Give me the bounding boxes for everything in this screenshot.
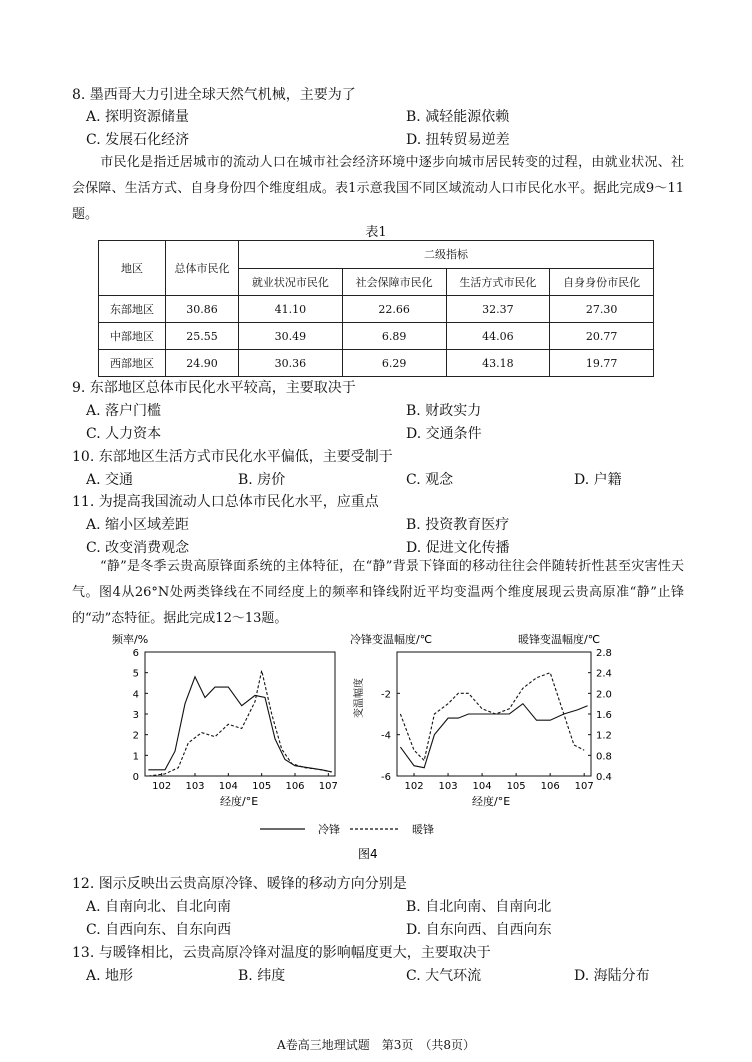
cell-value: 43.18 (446, 350, 550, 377)
right-right-y-axis-label: 暖锋变温幅度/℃ (518, 633, 601, 646)
q13-option-d: D. 海陆分布 (574, 968, 650, 984)
legend-cold-label: 冷锋 (318, 823, 340, 836)
right-x-tick-label: 103 (438, 781, 458, 792)
frequency-chart (112, 632, 338, 808)
figure-caption: 图4 (358, 847, 378, 861)
cell-value: 6.29 (342, 350, 446, 377)
cell-value: 41.10 (239, 296, 343, 323)
right-axis-tag: 变温幅度 (354, 678, 365, 718)
q8-option-a: A. 探明资源储量 (86, 109, 190, 125)
q9-option-b: B. 财政实力 (406, 403, 482, 419)
cell-value: 27.30 (550, 296, 654, 323)
q10-option-d: D. 户籍 (574, 472, 622, 488)
q9-option-c: C. 人力资本 (86, 426, 162, 442)
subheader-lifestyle: 生活方式市民化 (446, 268, 550, 296)
q9-option-d: D. 交通条件 (406, 426, 482, 442)
table-row (99, 323, 654, 350)
cell-value: 32.37 (446, 296, 550, 323)
table-caption: 表1 (365, 225, 387, 240)
legend-warm-label: 暖锋 (412, 823, 434, 836)
question-13-stem: 13. 与暖锋相比，云贵高原冷锋对温度的影响幅度更大，主要取决于 (72, 945, 491, 961)
cold-front-frequency-line (148, 677, 331, 772)
cell-value: 44.06 (446, 323, 550, 350)
q10-option-b: B. 房价 (238, 472, 286, 488)
left-y-tick-label: 6 (132, 648, 139, 659)
right-x-tick-label: 106 (540, 781, 560, 792)
question-12-stem: 12. 图示反映出云贵高原冷锋、暖锋的移动方向分别是 (72, 876, 407, 892)
question-11-stem: 11. 为提高我国流动人口总体市民化水平，应重点 (72, 494, 379, 510)
subheader-social-security: 社会保障市民化 (342, 268, 446, 296)
q12-option-d: D. 自东向西、自西向东 (406, 922, 552, 938)
cell-value: 19.77 (550, 350, 654, 377)
cell-region: 中部地区 (99, 323, 166, 350)
q8-option-b: B. 减轻能源依赖 (406, 109, 510, 125)
page-footer: A卷高三地理试题 第3页 （共8页） (277, 1038, 475, 1052)
left-y-axis-label: 频率/% (112, 633, 149, 646)
right-right-y-tick-label: 1.2 (596, 730, 612, 742)
right-x-axis-label: 经度/°E (472, 795, 511, 808)
left-x-tick-label: 105 (252, 781, 272, 792)
right-x-tick-label: 104 (472, 781, 492, 792)
passage-front (72, 554, 684, 632)
left-y-tick-label: 0 (132, 772, 139, 783)
left-x-tick-label: 106 (285, 781, 305, 792)
question-9-stem: 9. 东部地区总体市民化水平较高，主要取决于 (72, 380, 356, 396)
left-y-tick-label: 1 (132, 751, 139, 763)
passage-urbanization-text: 市民化是指迁居城市的流动人口在城市社会经济环境中逐步向城市居民转变的过程，由就业状况、社会保障、生活方式、自身身份四个维度组成。表1示意我国不同区域流动人口市民化水平。据此完成9～11题。 (72, 155, 684, 222)
passage-front-text: “静”是冬季云贵高原锋面系统的主体特征，在“静”背景下锋面的移动往往会伴随转折性甚至灾害性天气。图4从26°N处两类锋线在不同经度上的频率和锋线附近平均变温两个维度展现云贵高原准“静”止锋的“动”态特征。据此完成12～13题。 (72, 559, 684, 626)
q8-option-c: C. 发展石化经济 (86, 132, 190, 148)
right-left-y-tick-label: -2 (381, 689, 391, 701)
temperature-change-chart (350, 632, 612, 808)
right-left-y-tick-label: -6 (381, 772, 391, 783)
q13-option-c: C. 大气环流 (406, 968, 482, 984)
table-row (99, 296, 654, 323)
q13-option-b: B. 纬度 (238, 968, 286, 984)
right-x-tick-label: 102 (404, 781, 424, 792)
q10-option-c: C. 观念 (406, 472, 454, 488)
table-urbanization-level (98, 240, 654, 377)
left-x-tick-label: 102 (152, 781, 172, 792)
q9-option-a: A. 落户门槛 (86, 403, 162, 419)
cell-value: 6.89 (342, 323, 446, 350)
q13-option-a: A. 地形 (86, 968, 134, 984)
header-total: 总体市民化 (166, 241, 239, 296)
right-right-y-tick-label: 2.0 (596, 689, 612, 701)
left-y-tick-label: 5 (132, 668, 139, 680)
left-plot-frame (145, 652, 335, 776)
question-8-stem: 8. 墨西哥大力引进全球天然气机械，主要为了 (72, 87, 356, 103)
subheader-employment: 就业状况市民化 (239, 268, 343, 296)
right-x-tick-label: 107 (574, 781, 594, 792)
left-y-tick-label: 2 (132, 730, 139, 742)
q11-option-d: D. 促进文化传播 (406, 540, 510, 556)
right-left-y-axis-label: 冷锋变温幅度/℃ (350, 633, 433, 646)
cell-total: 25.55 (166, 323, 239, 350)
left-x-tick-label: 103 (185, 781, 205, 792)
left-x-tick-label: 104 (218, 781, 238, 792)
cell-region: 东部地区 (99, 296, 166, 323)
left-y-tick-label: 3 (132, 710, 139, 721)
q11-option-b: B. 投资教育医疗 (406, 517, 510, 533)
right-x-tick-label: 105 (506, 781, 526, 792)
warm-front-temp-line (400, 673, 584, 761)
q12-option-a: A. 自南向北、自北向南 (86, 899, 232, 915)
cell-value: 30.36 (239, 350, 343, 377)
header-region: 地区 (99, 241, 166, 296)
left-y-tick-label: 4 (132, 689, 139, 701)
figure-4 (100, 630, 630, 866)
left-x-axis-label: 经度/°E (220, 795, 259, 808)
cell-value: 20.77 (550, 323, 654, 350)
right-right-y-tick-label: 2.4 (596, 668, 612, 680)
cell-total: 30.86 (166, 296, 239, 323)
cell-value: 22.66 (342, 296, 446, 323)
right-right-y-tick-label: 1.6 (596, 710, 612, 721)
right-right-y-tick-label: 0.8 (596, 751, 612, 763)
subheader-identity: 自身身份市民化 (550, 268, 654, 296)
table-row (99, 350, 654, 377)
cell-region: 西部地区 (99, 350, 166, 377)
header-secondary-index: 二级指标 (239, 241, 654, 269)
warm-front-frequency-line (148, 671, 331, 776)
legend (260, 822, 434, 836)
q11-option-a: A. 缩小区域差距 (86, 517, 190, 533)
cell-total: 24.90 (166, 350, 239, 377)
right-right-y-tick-label: 2.8 (596, 648, 612, 659)
right-right-y-tick-label: 0.4 (596, 772, 612, 783)
passage-urbanization (72, 150, 684, 228)
q12-option-b: B. 自北向南、自南向北 (406, 899, 552, 915)
q8-option-d: D. 扭转贸易逆差 (406, 132, 510, 148)
question-10-stem: 10. 东部地区生活方式市民化水平偏低，主要受制于 (72, 449, 393, 465)
q12-option-c: C. 自西向东、自东向西 (86, 922, 232, 938)
left-x-tick-label: 107 (318, 781, 338, 792)
q11-option-c: C. 改变消费观念 (86, 540, 190, 556)
q10-option-a: A. 交通 (86, 472, 134, 488)
cell-value: 30.49 (239, 323, 343, 350)
right-left-y-tick-label: -4 (381, 730, 391, 742)
